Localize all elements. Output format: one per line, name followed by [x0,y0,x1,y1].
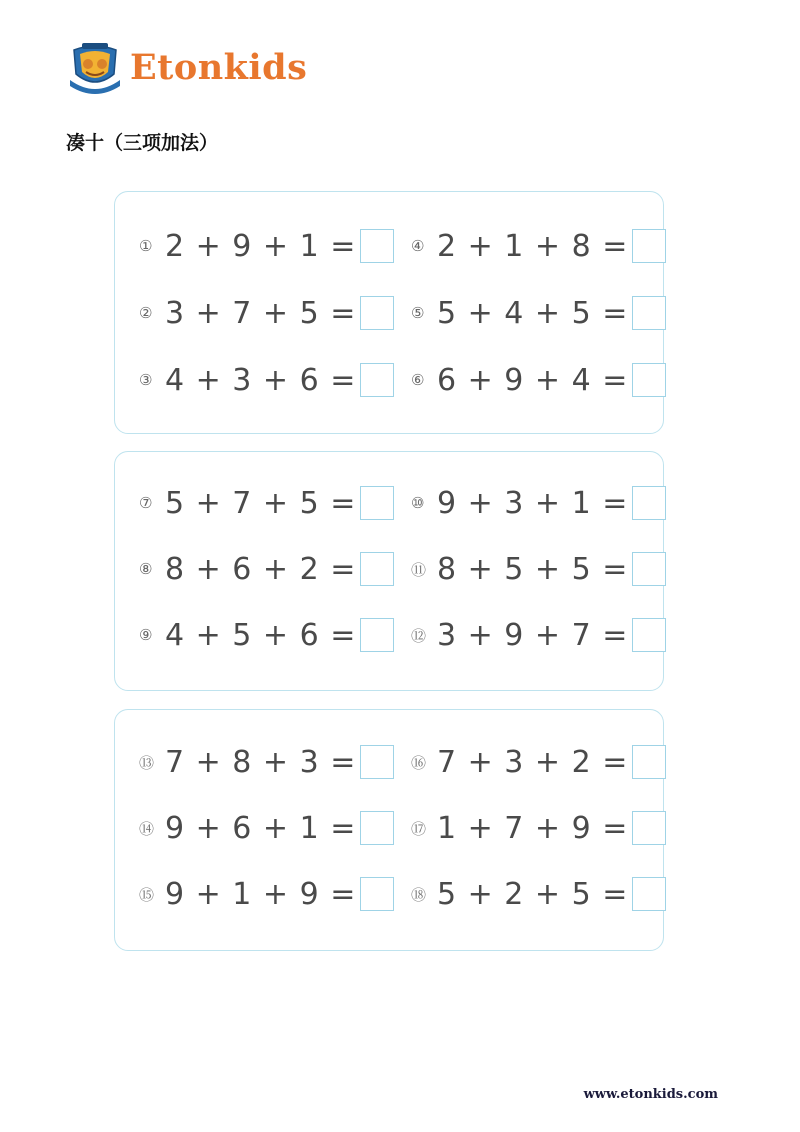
problem-item [411,808,666,848]
problem-expression: 7 + 3 + 2 = [437,744,629,780]
problem-expression: 8 + 6 + 2 = [165,551,357,587]
problem-number: ② [139,304,153,322]
brand-name: Etonkids [130,47,308,88]
answer-box[interactable] [360,296,394,330]
answer-box[interactable] [632,296,666,330]
problem-number: ⑯ [411,753,427,772]
answer-box[interactable] [632,552,666,586]
problem-number: ⑰ [411,819,427,838]
answer-box[interactable] [360,486,394,520]
problem-expression: 1 + 7 + 9 = [437,810,629,846]
problem-expression: 3 + 9 + 7 = [437,617,629,653]
answer-box[interactable] [632,877,666,911]
problem-expression: 9 + 1 + 9 = [165,876,357,912]
answer-box[interactable] [632,229,666,263]
problem-expression: 8 + 5 + 5 = [437,551,629,587]
problem-number: ① [139,237,153,255]
problem-item [411,483,666,523]
problem-number: ⑱ [411,885,427,904]
problem-item [411,874,666,914]
problem-item [139,360,394,400]
problem-expression: 9 + 3 + 1 = [437,485,629,521]
problem-number: ⑮ [139,885,155,904]
problem-item [411,615,666,655]
problem-number: ⑤ [411,304,425,322]
problem-item [139,874,394,914]
answer-box[interactable] [632,486,666,520]
problem-item [139,615,394,655]
answer-box[interactable] [360,552,394,586]
problem-item [411,360,666,400]
answer-box[interactable] [632,811,666,845]
answer-box[interactable] [360,811,394,845]
answer-box[interactable] [360,877,394,911]
problem-number: ④ [411,237,425,255]
page-title: 凑十（三项加法） [66,132,219,154]
answer-box[interactable] [360,618,394,652]
problem-number: ③ [139,371,153,389]
problem-expression: 4 + 3 + 6 = [165,362,357,398]
problem-item [411,549,666,589]
problem-item [139,808,394,848]
problem-item [139,549,394,589]
problem-item [139,226,394,266]
problem-number: ⑪ [411,560,427,579]
problem-number: ⑦ [139,494,153,512]
problem-number: ⑩ [411,494,425,512]
answer-box[interactable] [360,363,394,397]
problem-item [411,226,666,266]
logo [66,40,307,96]
problem-number: ⑨ [139,626,153,644]
problem-expression: 4 + 5 + 6 = [165,617,357,653]
answer-box[interactable] [360,229,394,263]
problem-item [139,742,394,782]
answer-box[interactable] [632,618,666,652]
answer-box[interactable] [632,363,666,397]
problem-expression: 5 + 7 + 5 = [165,485,357,521]
problem-number: ⑬ [139,753,155,772]
problem-expression: 6 + 9 + 4 = [437,362,629,398]
problem-item [139,293,394,333]
problem-number: ⑥ [411,371,425,389]
problem-number: ⑭ [139,819,155,838]
problem-expression: 2 + 1 + 8 = [437,228,629,264]
problem-expression: 2 + 9 + 1 = [165,228,357,264]
problem-item [411,742,666,782]
answer-box[interactable] [632,745,666,779]
problem-expression: 5 + 4 + 5 = [437,295,629,331]
problem-number: ⑧ [139,560,153,578]
problem-expression: 7 + 8 + 3 = [165,744,357,780]
problem-number: ⑫ [411,626,427,645]
problem-item [139,483,394,523]
problem-expression: 3 + 7 + 5 = [165,295,357,331]
problem-expression: 5 + 2 + 5 = [437,876,629,912]
answer-box[interactable] [360,745,394,779]
problem-expression: 9 + 6 + 1 = [165,810,357,846]
problem-item [411,293,666,333]
crest-icon [66,40,124,96]
footer-url: www.etonkids.com [583,1087,718,1102]
